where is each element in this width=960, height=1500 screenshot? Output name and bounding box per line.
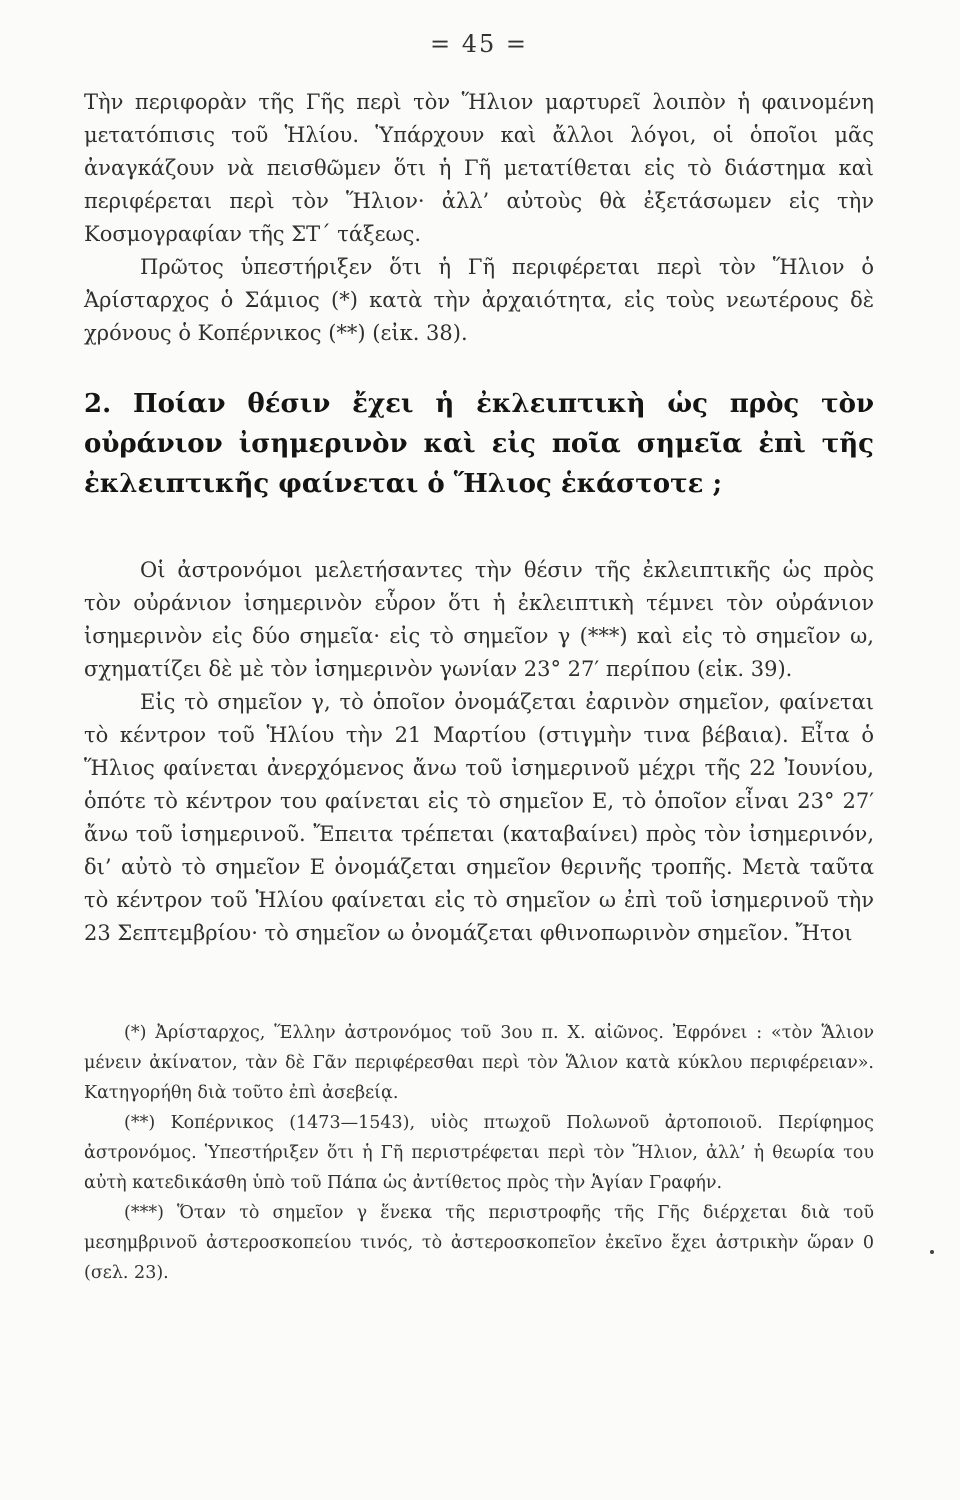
footnote-3: (***) Ὅταν τὸ σημεῖον γ ἕνεκα τῆς περιστροφῆς τῆς Γῆς διέρχεται διὰ τοῦ μεσημβρινοῦ ἀστεροσκοπείου τινός, τὸ ἀστεροσκοπεῖον ἐκεῖνο ἔχει ἀστρικὴν ὥραν 0 (σελ. 23). <box>84 1203 874 1283</box>
book-page <box>84 30 874 1288</box>
section-paragraph-2: Εἰς τὸ σημεῖον γ, τὸ ὁποῖον ὀνομάζεται ἐαρινὸν σημεῖον, φαίνεται τὸ κέντρον τοῦ Ἡλίου τὴν 21 Μαρτίου (στιγμὴν τινα βέβαια). Εἶτα ὁ Ἥλιος φαίνεται ἀνερχόμενος ἄνω τοῦ ἰσημερινοῦ μέχρι τῆς 22 Ἰουνίου, ὁπότε τὸ κέντρον του φαίνεται εἰς τὸ σημεῖον Ε, τὸ ὁποῖον εἶναι 23° 27′ ἄνω τοῦ ἰσημερινοῦ. Ἔπειτα τρέπεται (καταβαίνει) πρὸς τὸν ἰσημερινόν, δι’ αὐτὸ τὸ σημεῖον Ε ὀνομάζεται σημεῖον θερινῆς τροπῆς. Μετὰ ταῦτα τὸ κέντρον τοῦ Ἡλίου φαίνεται εἰς τὸ σημεῖον ω ἐπὶ τοῦ ἰσημερινοῦ τὴν 23 Σεπτεμβρίου· τὸ σημεῖον ω ὀνομάζεται φθινοπωρινὸν σημεῖον. Ἤτοι <box>84 690 874 945</box>
intro-paragraph-2: Πρῶτος ὑπεστήριξεν ὅτι ἡ Γῆ περιφέρεται περὶ τὸν Ἥλιον ὁ Ἀρίσταρχος ὁ Σάμιος (*) κατὰ τὴν ἀρχαιότητα, εἰς τοὺς νεωτέρους δὲ χρόνους ὁ Κοπέρνικος (**) (εἰκ. 38). <box>84 255 874 345</box>
page-number: = 45 = <box>429 30 528 58</box>
intro-paragraph-1: Τὴν περιφορὰν τῆς Γῆς περὶ τὸν Ἥλιον μαρτυρεῖ λοιπὸν ἡ φαινομένη μετατόπισις τοῦ Ἡλίου. Ὑπάρχουν καὶ ἄλλοι λόγοι, οἱ ὁποῖοι μᾶς ἀναγκάζουν νὰ πεισθῶμεν ὅτι ἡ Γῆ μετατίθεται εἰς τὸ διάστημα καὶ περιφέρεται περὶ τὸν Ἥλιον· ἀλλ’ αὐτοὺς θὰ ἐξετάσωμεν εἰς τὴν Κοσμογραφίαν τῆς ΣΤ΄ τάξεως. <box>84 90 874 246</box>
ink-speck <box>930 1250 934 1254</box>
footnote-2: (**) Κοπέρνικος (1473—1543), υἱὸς πτωχοῦ Πολωνοῦ ἀρτοποιοῦ. Περίφημος ἀστρονόμος. Ὑπεστήριξεν ὅτι ἡ Γῆ περιστρέφεται περὶ τὸν Ἥλιον, ἀλλ’ ἡ θεωρία του αὐτὴ κατεδικάσθη ὑπὸ τοῦ Πάπα ὡς ἀντίθετος πρὸς τὴν Ἁγίαν Γραφήν. <box>84 1113 874 1193</box>
section-paragraph-1: Οἱ ἀστρονόμοι μελετήσαντες τὴν θέσιν τῆς ἐκλειπτικῆς ὡς πρὸς τὸν οὐράνιον ἰσημερινὸν εὗρον ὅτι ἡ ἐκλειπτικὴ τέμνει τὸν οὐράνιον ἰσημερινὸν εἰς δύο σημεῖα· εἰς τὸ σημεῖον γ (***) καὶ εἰς τὸ σημεῖον ω, σχηματίζει δὲ μὲ τὸν ἰσημερινὸν γωνίαν 23° 27′ περίπου (εἰκ. 39). <box>84 558 874 681</box>
section-body <box>84 554 874 950</box>
section-question: Ποίαν θέσιν ἔχει ἡ ἐκλειπτικὴ ὡς πρὸς τὸν οὐράνιον ἰσημερινὸν καὶ εἰς ποῖα σημεῖα ἐπὶ τῆς ἐκλειπτικῆς φαίνεται ὁ Ἥλιος ἑκάστοτε ; <box>84 389 874 499</box>
footnotes <box>84 1018 874 1288</box>
section-heading <box>84 384 874 504</box>
section-number: 2. <box>84 389 112 419</box>
footnote-1: (*) Ἀρίσταρχος, Ἕλλην ἀστρονόμος τοῦ 3ου π. Χ. αἰῶνος. Ἐφρόνει : «τὸν Ἅλιον μένειν ἀκίνατον, τὰν δὲ Γᾶν περιφέρεσθαι περὶ τὸν Ἅλιον κατὰ κύκλου περιφέρειαν». Κατηγορήθη διὰ τοῦτο ἐπὶ ἀσεβείᾳ. <box>84 1023 874 1103</box>
